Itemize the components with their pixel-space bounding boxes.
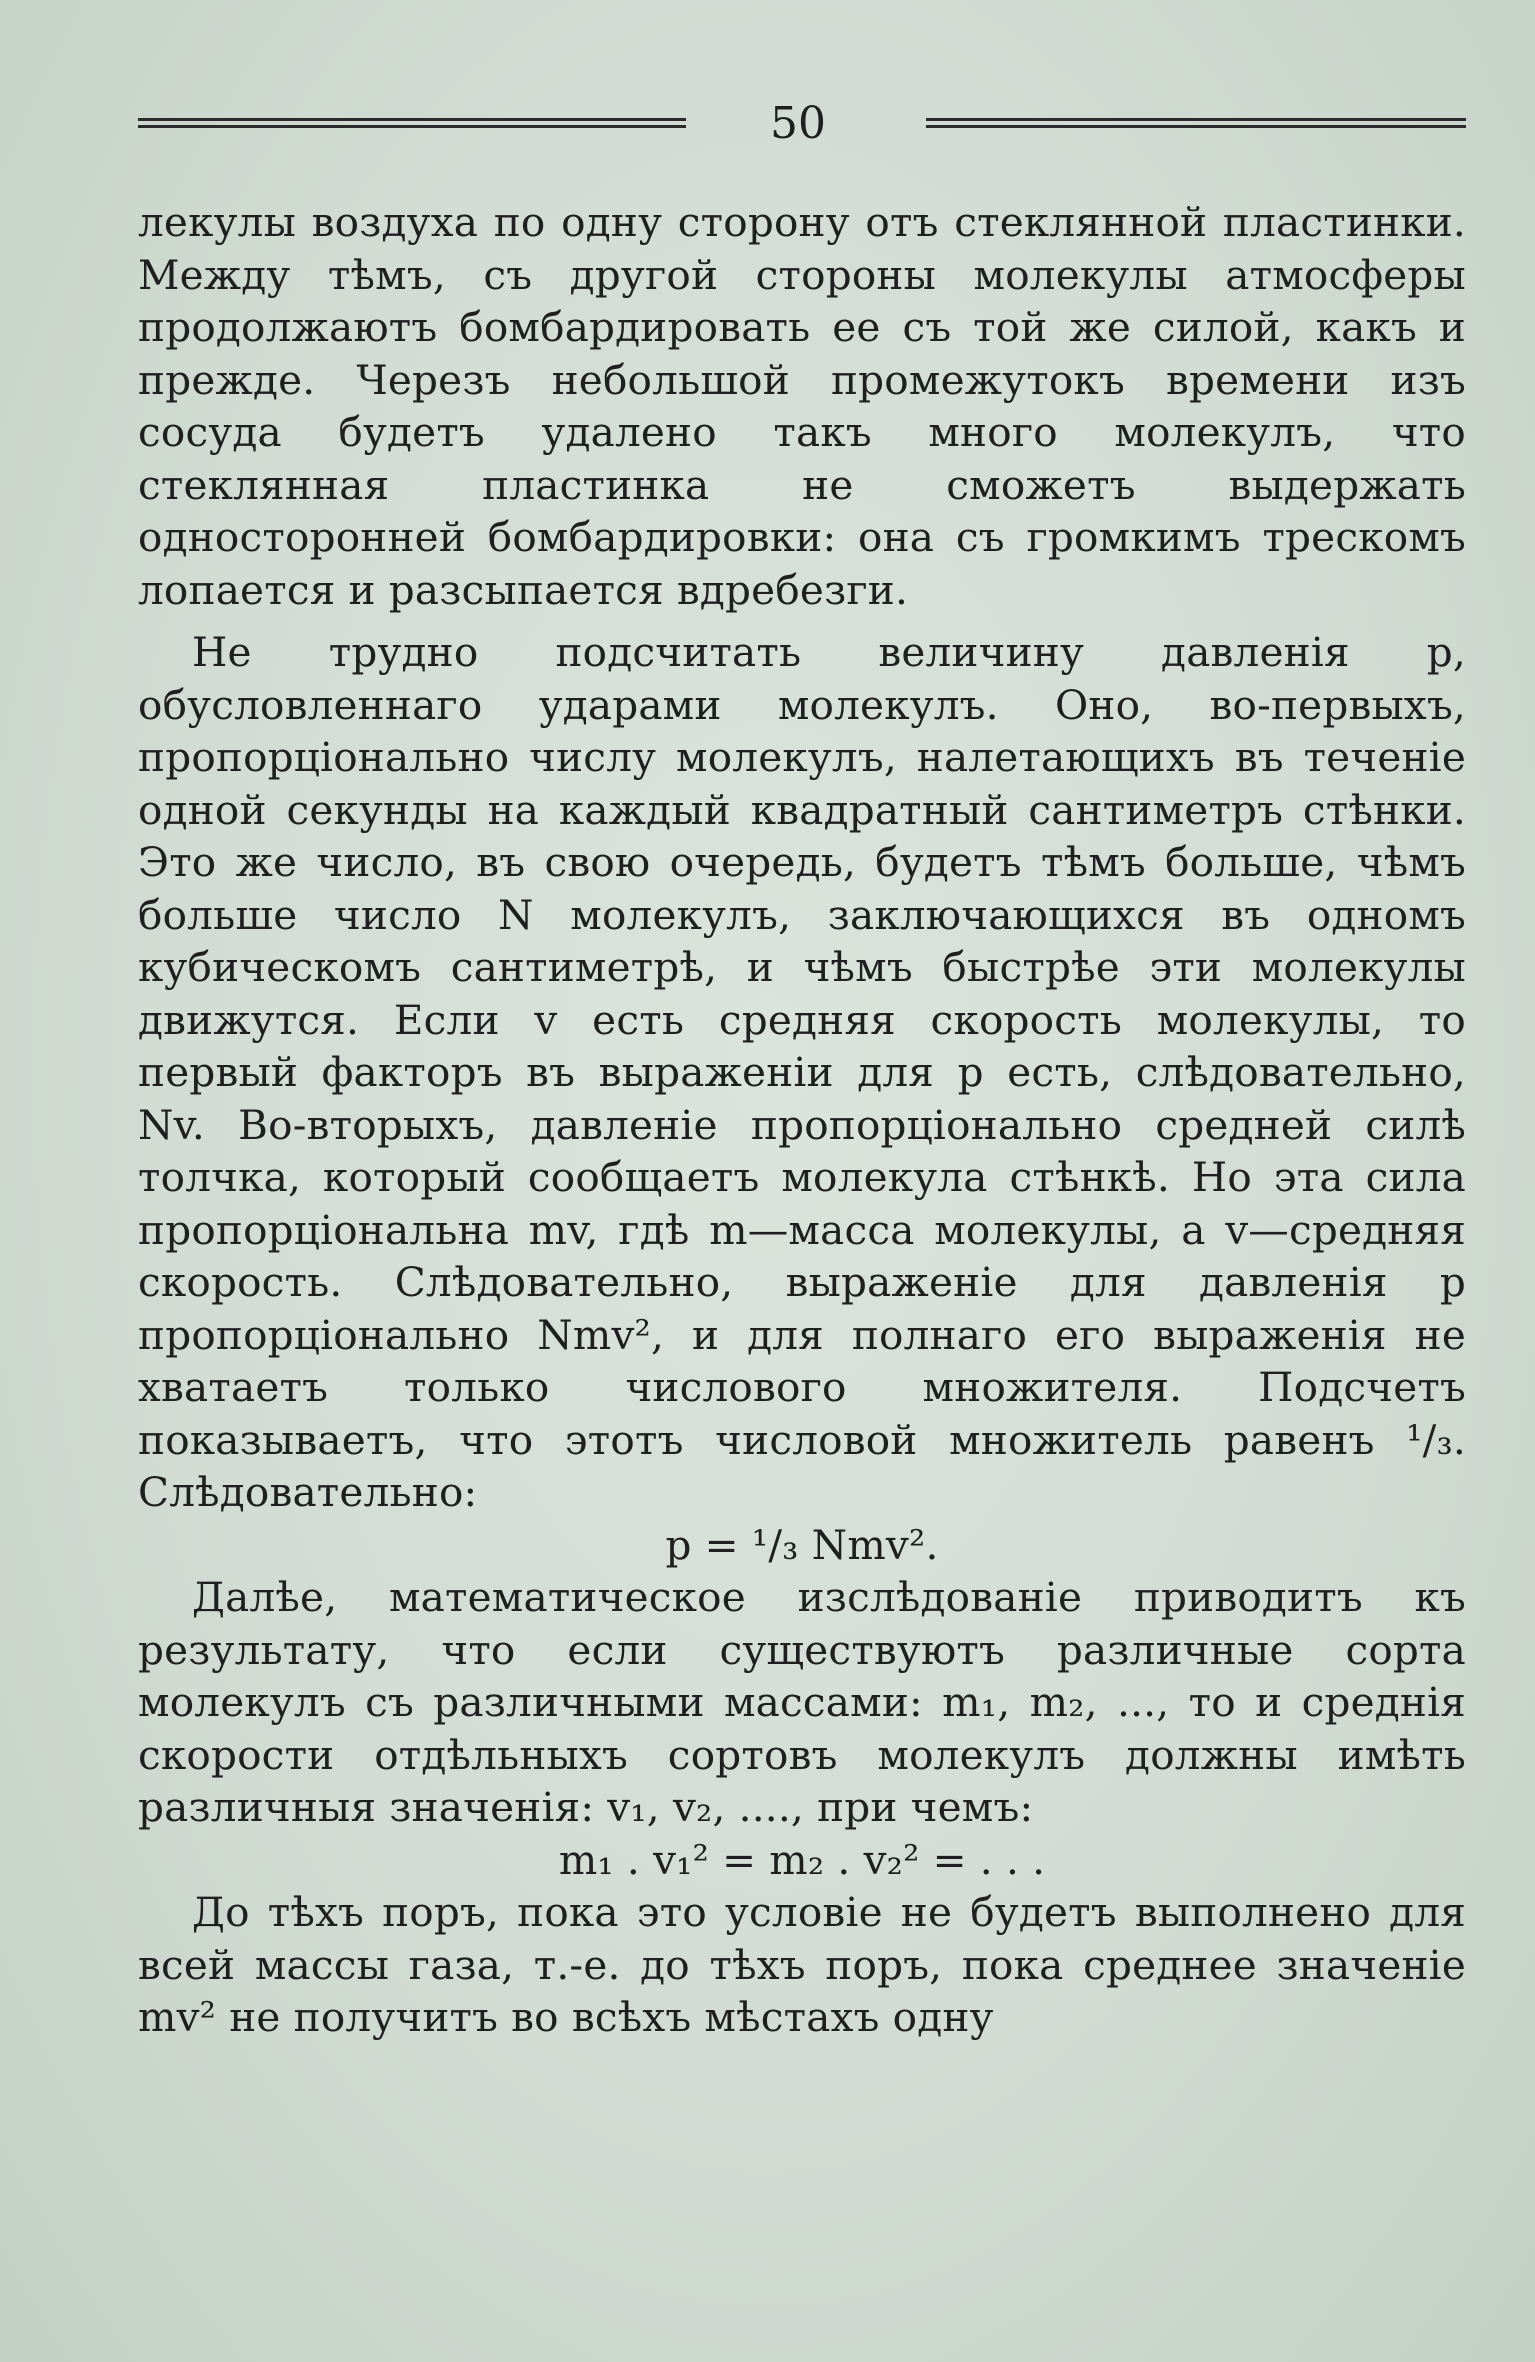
- page-body: [138, 196, 1466, 2044]
- header-rule-right: [926, 118, 1466, 128]
- paragraph: Далѣе, математическое изслѣдованіе приводитъ къ результату, что если существуютъ различные сорта молекулъ съ различными массами: m₁, m₂, ..., то и среднія скорости отдѣльныхъ сортовъ молекулъ должны имѣть различныя значенія: v₁, v₂, ...., при чемъ:: [138, 1573, 1466, 1831]
- paragraph: До тѣхъ поръ, пока это условіе не будетъ выполнено для всей массы газа, т.-е. до тѣхъ поръ, пока среднее значеніе mv² не получитъ во всѣхъ мѣстахъ одну: [138, 1888, 1466, 2041]
- paragraph: лекулы воздуха по одну сторону отъ стеклянной пластинки. Между тѣмъ, съ другой стороны молекулы атмосферы продолжаютъ бомбардировать ее съ той же силой, какъ и прежде. Черезъ небольшой промежутокъ времени изъ сосуда будетъ удалено такъ много молекулъ, что стеклянная пластинка не сможетъ выдержать односторонней бомбардировки: она съ громкимъ трескомъ лопается и разсыпается вдребезги.: [138, 198, 1466, 614]
- page-number: 50: [770, 98, 826, 149]
- header-rule-left: [138, 118, 686, 128]
- formula: p = ¹/₃ Nmv².: [665, 1520, 939, 1569]
- page-header: [138, 96, 1466, 156]
- formula: m₁ . v₁² = m₂ . v₂² = . . .: [558, 1835, 1046, 1884]
- paragraph: Не трудно подсчитать величину давленія p, обусловленнаго ударами молекулъ. Оно, во-первыхъ, пропорціонально числу молекулъ, налетающихъ въ теченіе одной секунды на каждый квадратный сантиметръ стѣнки. Это же число, въ свою очередь, будетъ тѣмъ больше, чѣмъ больше число N молекулъ, заключающихся въ одномъ кубическомъ сантиметрѣ, и чѣмъ быстрѣе эти молекулы движутся. Если v есть средняя скорость молекулы, то первый факторъ въ выраженіи для p есть, слѣдовательно, Nv. Во-вторыхъ, давленіе пропорціонально средней силѣ толчка, который сообщаетъ молекула стѣнкѣ. Но эта сила пропорціональна mv, гдѣ m—масса молекулы, а v—средняя скорость. Слѣдовательно, выраженіе для давленія p пропорціонально Nmv², и для полнаго его выраженія не хватаетъ только числового множителя. Подсчетъ показываетъ, что этотъ числовой множитель равенъ ¹/₃. Слѣдовательно:: [138, 628, 1466, 1516]
